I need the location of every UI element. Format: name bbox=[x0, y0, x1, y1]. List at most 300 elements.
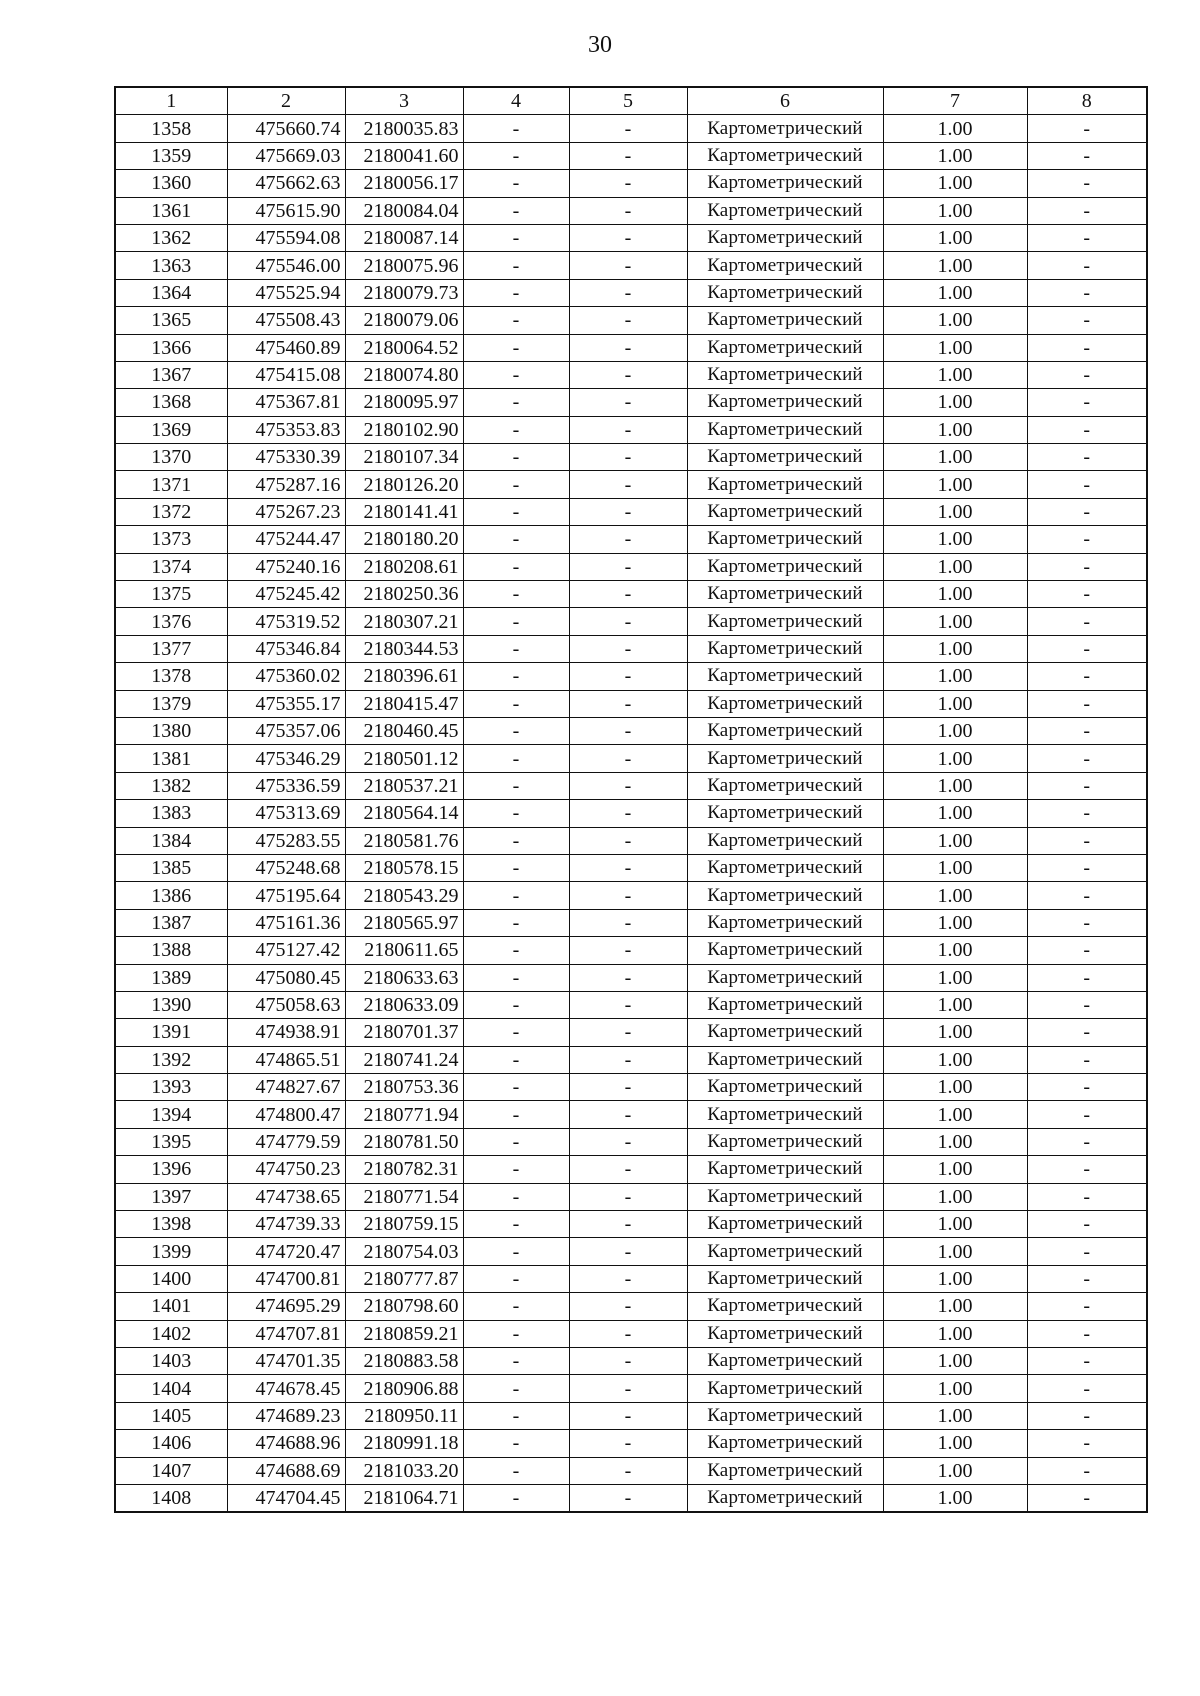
method-cell: Картометрический bbox=[687, 663, 883, 690]
table-row bbox=[115, 1293, 1147, 1320]
table-row bbox=[115, 1211, 1147, 1238]
method-cell: Картометрический bbox=[687, 197, 883, 224]
column-4-cell: - bbox=[463, 854, 569, 881]
accuracy-cell: 1.00 bbox=[883, 361, 1027, 388]
method-cell: Картометрический bbox=[687, 224, 883, 251]
accuracy-cell: 1.00 bbox=[883, 745, 1027, 772]
table-row bbox=[115, 882, 1147, 909]
column-4-cell: - bbox=[463, 1101, 569, 1128]
column-8-cell: - bbox=[1027, 361, 1147, 388]
column-8-cell: - bbox=[1027, 581, 1147, 608]
table-row bbox=[115, 197, 1147, 224]
point-number-cell: 1365 bbox=[115, 307, 227, 334]
y-coordinate-cell: 2180565.97 bbox=[345, 909, 463, 936]
table-row bbox=[115, 964, 1147, 991]
method-cell: Картометрический bbox=[687, 170, 883, 197]
y-coordinate-cell: 2180883.58 bbox=[345, 1347, 463, 1374]
accuracy-cell: 1.00 bbox=[883, 608, 1027, 635]
accuracy-cell: 1.00 bbox=[883, 1347, 1027, 1374]
point-number-cell: 1369 bbox=[115, 416, 227, 443]
column-4-cell: - bbox=[463, 361, 569, 388]
point-number-cell: 1383 bbox=[115, 800, 227, 827]
y-coordinate-cell: 2180250.36 bbox=[345, 581, 463, 608]
method-cell: Картометрический bbox=[687, 937, 883, 964]
accuracy-cell: 1.00 bbox=[883, 526, 1027, 553]
point-number-cell: 1363 bbox=[115, 252, 227, 279]
method-cell: Картометрический bbox=[687, 1457, 883, 1484]
accuracy-cell: 1.00 bbox=[883, 827, 1027, 854]
x-coordinate-cell: 475662.63 bbox=[227, 170, 345, 197]
column-8-cell: - bbox=[1027, 1238, 1147, 1265]
method-cell: Картометрический bbox=[687, 745, 883, 772]
column-header-5: 5 bbox=[569, 87, 687, 115]
point-number-cell: 1370 bbox=[115, 444, 227, 471]
column-8-cell: - bbox=[1027, 1457, 1147, 1484]
table-row bbox=[115, 279, 1147, 306]
column-5-cell: - bbox=[569, 1320, 687, 1347]
column-5-cell: - bbox=[569, 526, 687, 553]
accuracy-cell: 1.00 bbox=[883, 635, 1027, 662]
column-header-1: 1 bbox=[115, 87, 227, 115]
table-row bbox=[115, 1320, 1147, 1347]
y-coordinate-cell: 2180107.34 bbox=[345, 444, 463, 471]
accuracy-cell: 1.00 bbox=[883, 800, 1027, 827]
accuracy-cell: 1.00 bbox=[883, 690, 1027, 717]
column-4-cell: - bbox=[463, 964, 569, 991]
column-5-cell: - bbox=[569, 416, 687, 443]
y-coordinate-cell: 2180126.20 bbox=[345, 471, 463, 498]
y-coordinate-cell: 2180782.31 bbox=[345, 1156, 463, 1183]
accuracy-cell: 1.00 bbox=[883, 279, 1027, 306]
y-coordinate-cell: 2180771.94 bbox=[345, 1101, 463, 1128]
column-4-cell: - bbox=[463, 1347, 569, 1374]
column-5-cell: - bbox=[569, 745, 687, 772]
column-8-cell: - bbox=[1027, 1375, 1147, 1402]
accuracy-cell: 1.00 bbox=[883, 1430, 1027, 1457]
accuracy-cell: 1.00 bbox=[883, 334, 1027, 361]
method-cell: Картометрический bbox=[687, 361, 883, 388]
point-number-cell: 1390 bbox=[115, 991, 227, 1018]
y-coordinate-cell: 2180754.03 bbox=[345, 1238, 463, 1265]
table-row bbox=[115, 854, 1147, 881]
point-number-cell: 1377 bbox=[115, 635, 227, 662]
method-cell: Картометрический bbox=[687, 444, 883, 471]
column-header-2: 2 bbox=[227, 87, 345, 115]
column-8-cell: - bbox=[1027, 964, 1147, 991]
column-8-cell: - bbox=[1027, 827, 1147, 854]
accuracy-cell: 1.00 bbox=[883, 115, 1027, 142]
table-row bbox=[115, 224, 1147, 251]
point-number-cell: 1391 bbox=[115, 1019, 227, 1046]
table-row bbox=[115, 1046, 1147, 1073]
table-row bbox=[115, 307, 1147, 334]
x-coordinate-cell: 475546.00 bbox=[227, 252, 345, 279]
column-4-cell: - bbox=[463, 142, 569, 169]
accuracy-cell: 1.00 bbox=[883, 937, 1027, 964]
x-coordinate-cell: 474865.51 bbox=[227, 1046, 345, 1073]
x-coordinate-cell: 474800.47 bbox=[227, 1101, 345, 1128]
y-coordinate-cell: 2181033.20 bbox=[345, 1457, 463, 1484]
point-number-cell: 1380 bbox=[115, 717, 227, 744]
table-row bbox=[115, 1019, 1147, 1046]
y-coordinate-cell: 2180543.29 bbox=[345, 882, 463, 909]
point-number-cell: 1405 bbox=[115, 1402, 227, 1429]
method-cell: Картометрический bbox=[687, 1156, 883, 1183]
y-coordinate-cell: 2180741.24 bbox=[345, 1046, 463, 1073]
column-4-cell: - bbox=[463, 224, 569, 251]
column-8-cell: - bbox=[1027, 1101, 1147, 1128]
column-5-cell: - bbox=[569, 690, 687, 717]
x-coordinate-cell: 475287.16 bbox=[227, 471, 345, 498]
column-4-cell: - bbox=[463, 307, 569, 334]
method-cell: Картометрический bbox=[687, 1265, 883, 1292]
table-row bbox=[115, 581, 1147, 608]
method-cell: Картометрический bbox=[687, 252, 883, 279]
column-5-cell: - bbox=[569, 334, 687, 361]
method-cell: Картометрический bbox=[687, 334, 883, 361]
point-number-cell: 1401 bbox=[115, 1293, 227, 1320]
column-5-cell: - bbox=[569, 1238, 687, 1265]
table-row bbox=[115, 389, 1147, 416]
x-coordinate-cell: 475594.08 bbox=[227, 224, 345, 251]
y-coordinate-cell: 2180701.37 bbox=[345, 1019, 463, 1046]
column-8-cell: - bbox=[1027, 663, 1147, 690]
point-number-cell: 1379 bbox=[115, 690, 227, 717]
accuracy-cell: 1.00 bbox=[883, 1238, 1027, 1265]
table-row bbox=[115, 717, 1147, 744]
column-5-cell: - bbox=[569, 115, 687, 142]
x-coordinate-cell: 475283.55 bbox=[227, 827, 345, 854]
column-8-cell: - bbox=[1027, 1046, 1147, 1073]
column-4-cell: - bbox=[463, 800, 569, 827]
column-4-cell: - bbox=[463, 635, 569, 662]
column-8-cell: - bbox=[1027, 526, 1147, 553]
column-8-cell: - bbox=[1027, 937, 1147, 964]
x-coordinate-cell: 474700.81 bbox=[227, 1265, 345, 1292]
point-number-cell: 1404 bbox=[115, 1375, 227, 1402]
x-coordinate-cell: 474938.91 bbox=[227, 1019, 345, 1046]
point-number-cell: 1360 bbox=[115, 170, 227, 197]
point-number-cell: 1358 bbox=[115, 115, 227, 142]
column-8-cell: - bbox=[1027, 224, 1147, 251]
accuracy-cell: 1.00 bbox=[883, 416, 1027, 443]
column-4-cell: - bbox=[463, 909, 569, 936]
y-coordinate-cell: 2180781.50 bbox=[345, 1128, 463, 1155]
point-number-cell: 1386 bbox=[115, 882, 227, 909]
x-coordinate-cell: 474704.45 bbox=[227, 1484, 345, 1512]
column-4-cell: - bbox=[463, 608, 569, 635]
column-4-cell: - bbox=[463, 1046, 569, 1073]
y-coordinate-cell: 2180564.14 bbox=[345, 800, 463, 827]
column-5-cell: - bbox=[569, 170, 687, 197]
method-cell: Картометрический bbox=[687, 1375, 883, 1402]
point-number-cell: 1366 bbox=[115, 334, 227, 361]
table-row bbox=[115, 909, 1147, 936]
coordinates-table bbox=[114, 86, 1148, 1513]
column-4-cell: - bbox=[463, 553, 569, 580]
column-4-cell: - bbox=[463, 1074, 569, 1101]
accuracy-cell: 1.00 bbox=[883, 142, 1027, 169]
column-4-cell: - bbox=[463, 882, 569, 909]
column-4-cell: - bbox=[463, 1430, 569, 1457]
method-cell: Картометрический bbox=[687, 690, 883, 717]
method-cell: Картометрический bbox=[687, 882, 883, 909]
table-row bbox=[115, 1347, 1147, 1374]
x-coordinate-cell: 475615.90 bbox=[227, 197, 345, 224]
y-coordinate-cell: 2180633.63 bbox=[345, 964, 463, 991]
method-cell: Картометрический bbox=[687, 608, 883, 635]
point-number-cell: 1398 bbox=[115, 1211, 227, 1238]
y-coordinate-cell: 2180396.61 bbox=[345, 663, 463, 690]
method-cell: Картометрический bbox=[687, 991, 883, 1018]
table-row bbox=[115, 1265, 1147, 1292]
column-8-cell: - bbox=[1027, 854, 1147, 881]
column-5-cell: - bbox=[569, 142, 687, 169]
table-row bbox=[115, 1375, 1147, 1402]
point-number-cell: 1382 bbox=[115, 772, 227, 799]
accuracy-cell: 1.00 bbox=[883, 1265, 1027, 1292]
column-5-cell: - bbox=[569, 252, 687, 279]
y-coordinate-cell: 2180859.21 bbox=[345, 1320, 463, 1347]
method-cell: Картометрический bbox=[687, 772, 883, 799]
column-5-cell: - bbox=[569, 608, 687, 635]
column-5-cell: - bbox=[569, 361, 687, 388]
table-row bbox=[115, 1128, 1147, 1155]
column-8-cell: - bbox=[1027, 635, 1147, 662]
point-number-cell: 1372 bbox=[115, 498, 227, 525]
x-coordinate-cell: 475669.03 bbox=[227, 142, 345, 169]
accuracy-cell: 1.00 bbox=[883, 553, 1027, 580]
column-8-cell: - bbox=[1027, 1347, 1147, 1374]
column-5-cell: - bbox=[569, 1211, 687, 1238]
y-coordinate-cell: 2180798.60 bbox=[345, 1293, 463, 1320]
column-8-cell: - bbox=[1027, 307, 1147, 334]
column-4-cell: - bbox=[463, 170, 569, 197]
y-coordinate-cell: 2180102.90 bbox=[345, 416, 463, 443]
point-number-cell: 1400 bbox=[115, 1265, 227, 1292]
column-5-cell: - bbox=[569, 1484, 687, 1512]
point-number-cell: 1375 bbox=[115, 581, 227, 608]
x-coordinate-cell: 475319.52 bbox=[227, 608, 345, 635]
y-coordinate-cell: 2180611.65 bbox=[345, 937, 463, 964]
x-coordinate-cell: 475346.29 bbox=[227, 745, 345, 772]
method-cell: Картометрический bbox=[687, 389, 883, 416]
accuracy-cell: 1.00 bbox=[883, 471, 1027, 498]
column-4-cell: - bbox=[463, 1211, 569, 1238]
table-row bbox=[115, 1074, 1147, 1101]
y-coordinate-cell: 2180581.76 bbox=[345, 827, 463, 854]
table-row bbox=[115, 772, 1147, 799]
column-8-cell: - bbox=[1027, 608, 1147, 635]
column-5-cell: - bbox=[569, 937, 687, 964]
column-8-cell: - bbox=[1027, 717, 1147, 744]
column-4-cell: - bbox=[463, 1265, 569, 1292]
table-row bbox=[115, 1183, 1147, 1210]
x-coordinate-cell: 474720.47 bbox=[227, 1238, 345, 1265]
column-4-cell: - bbox=[463, 1156, 569, 1183]
point-number-cell: 1378 bbox=[115, 663, 227, 690]
column-8-cell: - bbox=[1027, 444, 1147, 471]
column-5-cell: - bbox=[569, 1101, 687, 1128]
y-coordinate-cell: 2180460.45 bbox=[345, 717, 463, 744]
column-5-cell: - bbox=[569, 1402, 687, 1429]
table-row bbox=[115, 142, 1147, 169]
column-8-cell: - bbox=[1027, 1211, 1147, 1238]
point-number-cell: 1397 bbox=[115, 1183, 227, 1210]
x-coordinate-cell: 474695.29 bbox=[227, 1293, 345, 1320]
table-row bbox=[115, 800, 1147, 827]
column-5-cell: - bbox=[569, 635, 687, 662]
accuracy-cell: 1.00 bbox=[883, 1320, 1027, 1347]
column-5-cell: - bbox=[569, 471, 687, 498]
accuracy-cell: 1.00 bbox=[883, 1019, 1027, 1046]
column-5-cell: - bbox=[569, 1019, 687, 1046]
column-8-cell: - bbox=[1027, 1293, 1147, 1320]
method-cell: Картометрический bbox=[687, 1402, 883, 1429]
table-row bbox=[115, 1457, 1147, 1484]
method-cell: Картометрический bbox=[687, 416, 883, 443]
accuracy-cell: 1.00 bbox=[883, 1101, 1027, 1128]
method-cell: Картометрический bbox=[687, 1128, 883, 1155]
table-row bbox=[115, 361, 1147, 388]
column-header-7: 7 bbox=[883, 87, 1027, 115]
table-row bbox=[115, 663, 1147, 690]
method-cell: Картометрический bbox=[687, 1046, 883, 1073]
method-cell: Картометрический bbox=[687, 581, 883, 608]
accuracy-cell: 1.00 bbox=[883, 444, 1027, 471]
column-5-cell: - bbox=[569, 444, 687, 471]
accuracy-cell: 1.00 bbox=[883, 252, 1027, 279]
x-coordinate-cell: 475313.69 bbox=[227, 800, 345, 827]
accuracy-cell: 1.00 bbox=[883, 854, 1027, 881]
table-header-row bbox=[115, 87, 1147, 115]
column-4-cell: - bbox=[463, 1457, 569, 1484]
y-coordinate-cell: 2180415.47 bbox=[345, 690, 463, 717]
column-5-cell: - bbox=[569, 882, 687, 909]
accuracy-cell: 1.00 bbox=[883, 498, 1027, 525]
x-coordinate-cell: 475415.08 bbox=[227, 361, 345, 388]
table-row bbox=[115, 937, 1147, 964]
column-8-cell: - bbox=[1027, 115, 1147, 142]
column-8-cell: - bbox=[1027, 745, 1147, 772]
x-coordinate-cell: 475080.45 bbox=[227, 964, 345, 991]
point-number-cell: 1367 bbox=[115, 361, 227, 388]
x-coordinate-cell: 475240.16 bbox=[227, 553, 345, 580]
column-4-cell: - bbox=[463, 334, 569, 361]
y-coordinate-cell: 2180537.21 bbox=[345, 772, 463, 799]
y-coordinate-cell: 2180075.96 bbox=[345, 252, 463, 279]
x-coordinate-cell: 475127.42 bbox=[227, 937, 345, 964]
column-8-cell: - bbox=[1027, 991, 1147, 1018]
point-number-cell: 1389 bbox=[115, 964, 227, 991]
method-cell: Картометрический bbox=[687, 1484, 883, 1512]
x-coordinate-cell: 475346.84 bbox=[227, 635, 345, 662]
column-8-cell: - bbox=[1027, 1074, 1147, 1101]
y-coordinate-cell: 2181064.71 bbox=[345, 1484, 463, 1512]
y-coordinate-cell: 2180074.80 bbox=[345, 361, 463, 388]
point-number-cell: 1403 bbox=[115, 1347, 227, 1374]
column-4-cell: - bbox=[463, 1402, 569, 1429]
table-row bbox=[115, 498, 1147, 525]
point-number-cell: 1395 bbox=[115, 1128, 227, 1155]
column-4-cell: - bbox=[463, 772, 569, 799]
column-8-cell: - bbox=[1027, 1019, 1147, 1046]
point-number-cell: 1371 bbox=[115, 471, 227, 498]
column-5-cell: - bbox=[569, 197, 687, 224]
point-number-cell: 1406 bbox=[115, 1430, 227, 1457]
column-4-cell: - bbox=[463, 444, 569, 471]
table-row bbox=[115, 526, 1147, 553]
y-coordinate-cell: 2180307.21 bbox=[345, 608, 463, 635]
point-number-cell: 1359 bbox=[115, 142, 227, 169]
column-5-cell: - bbox=[569, 1128, 687, 1155]
column-4-cell: - bbox=[463, 498, 569, 525]
column-4-cell: - bbox=[463, 389, 569, 416]
accuracy-cell: 1.00 bbox=[883, 1046, 1027, 1073]
x-coordinate-cell: 475336.59 bbox=[227, 772, 345, 799]
method-cell: Картометрический bbox=[687, 909, 883, 936]
table-row bbox=[115, 444, 1147, 471]
y-coordinate-cell: 2180759.15 bbox=[345, 1211, 463, 1238]
column-4-cell: - bbox=[463, 1183, 569, 1210]
point-number-cell: 1384 bbox=[115, 827, 227, 854]
table-row bbox=[115, 1101, 1147, 1128]
y-coordinate-cell: 2180991.18 bbox=[345, 1430, 463, 1457]
column-5-cell: - bbox=[569, 663, 687, 690]
y-coordinate-cell: 2180079.06 bbox=[345, 307, 463, 334]
method-cell: Картометрический bbox=[687, 827, 883, 854]
point-number-cell: 1407 bbox=[115, 1457, 227, 1484]
x-coordinate-cell: 475525.94 bbox=[227, 279, 345, 306]
y-coordinate-cell: 2180777.87 bbox=[345, 1265, 463, 1292]
x-coordinate-cell: 475508.43 bbox=[227, 307, 345, 334]
y-coordinate-cell: 2180079.73 bbox=[345, 279, 463, 306]
accuracy-cell: 1.00 bbox=[883, 991, 1027, 1018]
accuracy-cell: 1.00 bbox=[883, 1457, 1027, 1484]
column-5-cell: - bbox=[569, 1293, 687, 1320]
column-5-cell: - bbox=[569, 307, 687, 334]
x-coordinate-cell: 475660.74 bbox=[227, 115, 345, 142]
column-5-cell: - bbox=[569, 1156, 687, 1183]
column-header-4: 4 bbox=[463, 87, 569, 115]
point-number-cell: 1388 bbox=[115, 937, 227, 964]
accuracy-cell: 1.00 bbox=[883, 389, 1027, 416]
y-coordinate-cell: 2180501.12 bbox=[345, 745, 463, 772]
column-5-cell: - bbox=[569, 991, 687, 1018]
x-coordinate-cell: 474827.67 bbox=[227, 1074, 345, 1101]
y-coordinate-cell: 2180753.36 bbox=[345, 1074, 463, 1101]
point-number-cell: 1394 bbox=[115, 1101, 227, 1128]
table-row bbox=[115, 635, 1147, 662]
method-cell: Картометрический bbox=[687, 1183, 883, 1210]
table-row bbox=[115, 1402, 1147, 1429]
y-coordinate-cell: 2180208.61 bbox=[345, 553, 463, 580]
column-4-cell: - bbox=[463, 252, 569, 279]
column-4-cell: - bbox=[463, 115, 569, 142]
y-coordinate-cell: 2180771.54 bbox=[345, 1183, 463, 1210]
x-coordinate-cell: 475353.83 bbox=[227, 416, 345, 443]
table-row bbox=[115, 991, 1147, 1018]
y-coordinate-cell: 2180084.04 bbox=[345, 197, 463, 224]
table-row bbox=[115, 416, 1147, 443]
y-coordinate-cell: 2180141.41 bbox=[345, 498, 463, 525]
accuracy-cell: 1.00 bbox=[883, 1375, 1027, 1402]
method-cell: Картометрический bbox=[687, 1293, 883, 1320]
method-cell: Картометрический bbox=[687, 717, 883, 744]
table-row bbox=[115, 553, 1147, 580]
column-8-cell: - bbox=[1027, 1156, 1147, 1183]
x-coordinate-cell: 475460.89 bbox=[227, 334, 345, 361]
